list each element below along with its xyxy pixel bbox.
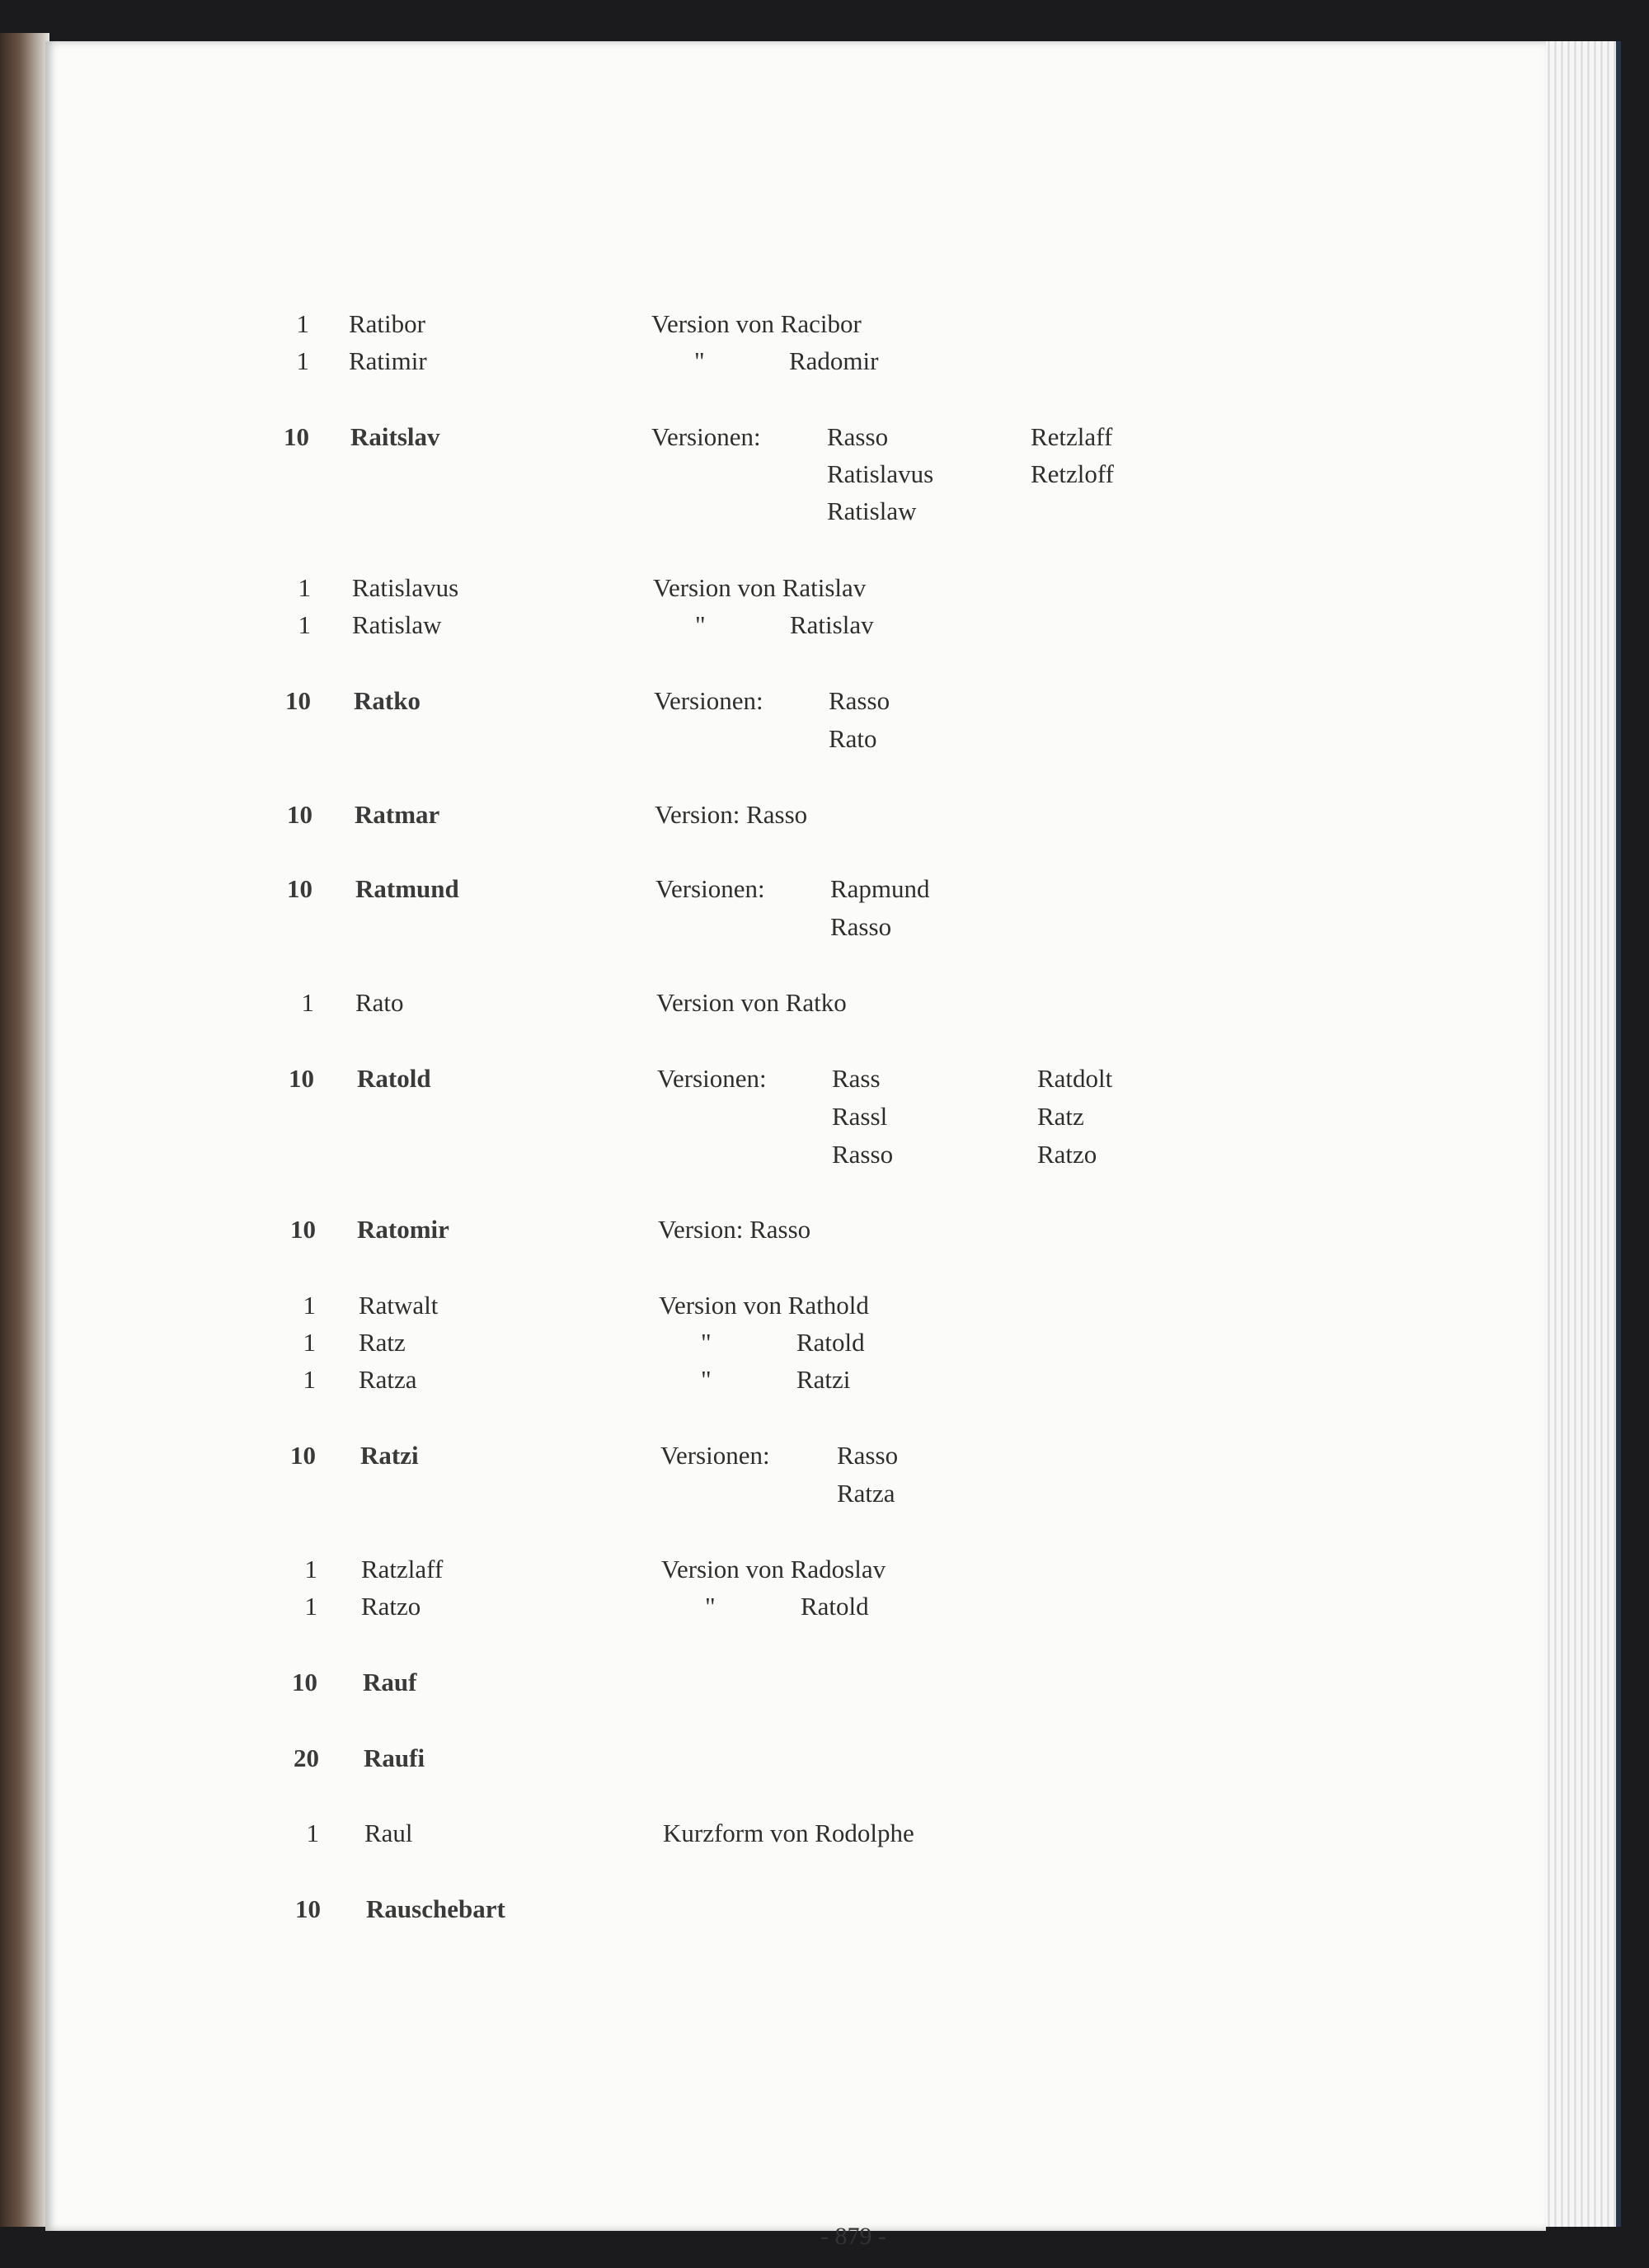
entry-name: Raitslav xyxy=(350,422,440,451)
entry-count: 10 xyxy=(290,1441,316,1470)
entry-count: 1 xyxy=(298,610,311,639)
entry-variant: Rasso xyxy=(827,422,889,451)
entry-count: 1 xyxy=(303,1328,316,1357)
entry-name: Ratimir xyxy=(349,346,427,375)
entry-label: Versionen: xyxy=(651,422,761,451)
entry-info: Version von Radoslav xyxy=(661,1555,886,1583)
entry-extra: Retzloff xyxy=(1031,459,1115,488)
entry-name: Ratold xyxy=(357,1064,431,1093)
entry-name: Ratmar xyxy=(355,800,440,829)
entry-variant: Rasso xyxy=(832,1140,894,1169)
entry-info: Ratold xyxy=(801,1592,869,1621)
entry-extra: Ratzo xyxy=(1037,1140,1097,1169)
entry-variant: Rapmund xyxy=(830,874,930,903)
entry-info: Ratzi xyxy=(796,1365,851,1394)
entry-info: Version von Rathold xyxy=(659,1291,869,1320)
entry-count: 1 xyxy=(303,1291,316,1320)
entry-count: 1 xyxy=(306,1819,319,1847)
entry-count: 1 xyxy=(298,573,311,602)
entry-count: 1 xyxy=(296,346,309,375)
entry-extra: Ratdolt xyxy=(1037,1064,1113,1093)
entry-count: 10 xyxy=(284,422,309,451)
entry-name: Ratza xyxy=(359,1365,417,1394)
entry-name: Ratmund xyxy=(355,874,459,903)
ditto-mark: " xyxy=(694,346,705,375)
entry-name: Ratzlaff xyxy=(361,1555,444,1583)
entry-info: Radomir xyxy=(789,346,879,375)
entry-info: Kurzform von Rodolphe xyxy=(663,1819,914,1847)
entry-name: Rato xyxy=(355,988,404,1017)
entry-count: 1 xyxy=(304,1555,317,1583)
ditto-mark: " xyxy=(701,1328,712,1357)
entry-count: 10 xyxy=(289,1064,314,1093)
entry-label: Versionen: xyxy=(657,1064,767,1093)
entry-label: Versionen: xyxy=(655,874,765,903)
entry-name: Ratwalt xyxy=(359,1291,439,1320)
entry-info: Version von Racibor xyxy=(651,309,862,338)
entry-variant: Rasso xyxy=(829,686,890,715)
book-page xyxy=(45,41,1546,2250)
entry-name: Ratzi xyxy=(360,1441,419,1470)
entry-extra: Retzlaff xyxy=(1031,422,1113,451)
entry-variant: Rasso xyxy=(830,912,892,941)
entry-info: Version von Ratislav xyxy=(653,573,867,602)
entry-variant: Rassl xyxy=(832,1102,888,1131)
entry-count: 10 xyxy=(287,874,312,903)
entry-name: Ratislavus xyxy=(352,573,459,602)
entry-count: 10 xyxy=(292,1668,317,1696)
entry-count: 10 xyxy=(290,1215,316,1244)
entry-count: 10 xyxy=(287,800,312,829)
entry-extra: Ratz xyxy=(1037,1102,1084,1131)
entry-count: 1 xyxy=(303,1365,316,1394)
book-spine-edge xyxy=(0,33,49,2227)
ditto-mark: " xyxy=(705,1592,716,1621)
entry-variant: Ratislaw xyxy=(827,496,917,525)
entry-name: Raufi xyxy=(364,1743,425,1772)
entry-count: 10 xyxy=(295,1894,321,1923)
entry-count: 1 xyxy=(296,309,309,338)
entry-variant: Rato xyxy=(829,724,877,753)
entry-name: Ratko xyxy=(354,686,420,715)
entry-info: Version von Ratko xyxy=(656,988,847,1017)
entry-info: Ratislav xyxy=(790,610,874,639)
entry-name: Rauf xyxy=(363,1668,417,1696)
page-number: - 879 - xyxy=(820,2223,886,2250)
entry-count: 1 xyxy=(301,988,314,1017)
entry-info: Version: Rasso xyxy=(658,1215,811,1244)
entry-name: Ratz xyxy=(359,1328,406,1357)
entry-variant: Ratislavus xyxy=(827,459,934,488)
entry-info: Version: Rasso xyxy=(655,800,808,829)
entry-variant: Rasso xyxy=(837,1441,899,1470)
entry-label: Versionen: xyxy=(654,686,763,715)
entry-name: Ratibor xyxy=(349,309,425,338)
entry-label: Versionen: xyxy=(660,1441,770,1470)
entry-count: 20 xyxy=(294,1743,319,1772)
ditto-mark: " xyxy=(695,610,706,639)
entry-name: Ratislaw xyxy=(352,610,442,639)
entry-variant: Ratza xyxy=(837,1479,895,1508)
entry-name: Ratomir xyxy=(357,1215,449,1244)
entry-info: Ratold xyxy=(796,1328,865,1357)
entry-name: Raul xyxy=(364,1819,413,1847)
ditto-mark: " xyxy=(701,1365,712,1394)
entry-variant: Rass xyxy=(832,1064,881,1093)
entry-name: Rauschebart xyxy=(366,1894,505,1923)
entry-count: 1 xyxy=(304,1592,317,1621)
entry-count: 10 xyxy=(285,686,311,715)
entry-name: Ratzo xyxy=(361,1592,421,1621)
